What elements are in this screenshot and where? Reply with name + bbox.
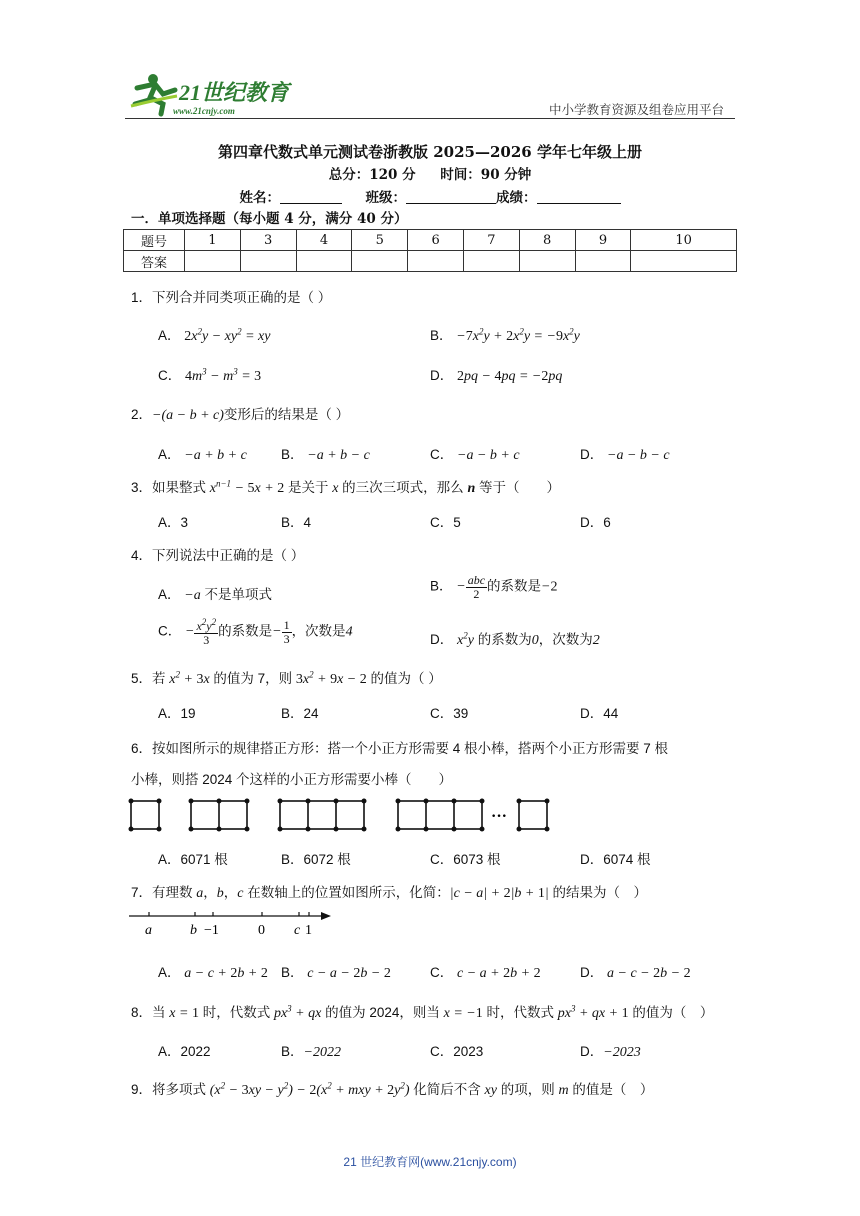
point-label-c: c [294,923,301,938]
q2-option-b[interactable]: B． −a + b − c [281,447,370,463]
question-6-line1: 6．按如图所示的规律搭正方形：搭一个小正方形需要 4 根小棒，搭两个小正方形需要 7 根 [131,741,669,756]
q8-option-b[interactable]: B．−2022 [281,1044,341,1060]
q8-option-a[interactable]: A．2022 [158,1044,211,1059]
answer-cell[interactable] [296,251,352,272]
question-6-line2: 小棒，则搭 2024 个这样的小正方形需要小棒（ ） [131,772,453,787]
q5-option-c[interactable]: C．39 [430,706,469,721]
page-footer: 21 世纪教育网(www.21cnjy.com) [343,1155,517,1169]
logo-url: www.21cnjy.com [173,106,235,116]
q1-option-d[interactable]: D． 2pq − 4pq = −2pq [430,368,563,384]
question-number: 5 [352,230,408,251]
q6-option-d[interactable]: D．6074 根 [580,852,651,867]
question-number: 1 [185,230,241,251]
tick-label-1: 1 [305,923,312,938]
point-label-b: b [190,923,197,938]
q8-option-c[interactable]: C．2023 [430,1044,484,1059]
answer-cell[interactable] [631,251,737,272]
question-7-stem: 7．有理数 a，b，c 在数轴上的位置如图所示，化简：|c − a| + 2|b + 1| 的结果为（ ） [131,885,647,901]
answer-cell[interactable] [575,251,631,272]
answer-table-header-row [124,230,737,251]
q3-option-a[interactable]: A．3 [158,515,189,530]
question-number: 4 [296,230,352,251]
score-field[interactable] [537,190,621,204]
q1-option-a[interactable]: A． $2x^2y - xy^2$ = xy [158,326,271,344]
q5-option-b[interactable]: B．24 [281,706,319,721]
q7-option-d[interactable]: D． a − c − 2b − 2 [580,965,691,981]
table-header-label: 题号 [124,230,185,251]
number-line [125,908,340,938]
class-label: 班级： [365,190,406,206]
question-number: 3 [240,230,296,251]
ellipsis-mark: ··· [491,808,508,825]
q5-option-d[interactable]: D．44 [580,706,619,721]
q7-option-a[interactable]: A． a − c + 2b + 2 [158,965,268,981]
square-pattern-n [398,801,482,829]
q6-option-a[interactable]: A．6071 根 [158,852,228,867]
question-number: 8 [519,230,575,251]
q2-option-a[interactable]: A． −a + b + c [158,447,247,463]
platform-text: 中小学教育资源及组卷应用平台 [548,103,724,117]
runner-icon [131,74,177,114]
answer-cell[interactable] [408,251,464,272]
q6-option-c[interactable]: C．6073 根 [430,852,501,867]
arrow-icon [321,912,331,920]
header-divider [125,118,735,119]
q7-option-c[interactable]: C． c − a + 2b + 2 [430,965,541,981]
q3-option-c[interactable]: C．5 [430,515,461,530]
answer-cell[interactable] [240,251,296,272]
q3-option-b[interactable]: B．4 [281,515,312,530]
square-pattern-3 [280,801,364,829]
answer-label: 答案 [124,251,185,272]
exam-title: 第四章代数式单元测试卷浙教版 2025—2026 学年七年级上册 [218,143,642,161]
tick-label-neg1: −1 [204,923,219,938]
q2-option-d[interactable]: D． −a − b − c [580,447,670,463]
question-8-stem: 8．当 x = 1 时，代数式 $px^3$ + qx 的值为 2024，则当 x = −1 时，代数式 $px^3$ + qx + 1 的值为（ ） [131,1003,714,1021]
answer-cell[interactable] [463,251,519,272]
question-number: 7 [463,230,519,251]
question-number: 9 [575,230,631,251]
question-number: 6 [408,230,464,251]
name-field[interactable] [280,190,342,204]
score-label: 成绩： [496,190,537,206]
answer-cell[interactable] [352,251,408,272]
q4-option-b[interactable]: B． − $\frac{\text{abc}}{2}$ 的系数是−2 [430,573,558,601]
q8-option-d[interactable]: D．−2023 [580,1044,641,1060]
question-5-stem: 5．若 $x^2 + 3x$ 的值为 7，则 $3x^2 + 9x - 2$ 的值为（ ） [131,669,442,687]
q1-option-c[interactable]: C． $4m^3 - m^3 = 3$ [158,366,262,384]
class-field[interactable] [406,190,496,204]
q6-option-b[interactable]: B．6072 根 [281,852,351,867]
total-score: 总分：120 分 [328,167,416,183]
question-4-stem: 4．下列说法中正确的是（ ） [131,548,305,563]
q4-option-d[interactable]: D． $x^2y$ 的系数为0，次数为2 [430,630,600,648]
student-info [0,186,860,206]
q1-option-b[interactable]: B． $-7x^2y + 2x^2y = -9x^2y$ [430,326,580,344]
question-9-stem: 9．将多项式 $(x^2 - 3xy - y^2) - 2(x^2$ + mxy + $2y^2$) 化简后不含 xy 的项，则 m 的值是（ ） [131,1080,654,1098]
q7-option-b[interactable]: B． c − a − 2b − 2 [281,965,391,981]
question-number: 10 [631,230,737,251]
question-1-stem: 1．下列合并同类项正确的是（ ） [131,290,332,305]
q5-option-a[interactable]: A．19 [158,706,196,721]
section-heading: 一．单项选择题（每小题 4 分，满分 40 分） [131,211,408,227]
q4-option-a[interactable]: A． −a 不是单项式 [158,587,272,603]
site-logo [125,70,295,122]
exam-meta [0,163,860,183]
q4-option-c[interactable]: C． − $\frac{x^2y^2}{3}$ 的系数是− $\frac{1}{3}$ ，次数是4 [158,617,353,647]
answer-table-answer-row [124,251,737,272]
question-3-stem: 3．如果整式 $x^{n-1} - 5x + 2$ 是关于 x 的三次三项式，那么 n 等于（ ） [131,478,560,496]
q3-option-d[interactable]: D．6 [580,515,611,530]
answer-table [123,229,737,272]
logo-text: 21世纪教育 [179,80,290,105]
q2-option-c[interactable]: C． −a − b + c [430,447,520,463]
answer-cell[interactable] [185,251,241,272]
question-2-stem: 2．−(a − b + c)变形后的结果是（ ） [131,407,350,423]
tick-label-0: 0 [258,923,265,938]
point-label-a: a [145,923,152,938]
name-label: 姓名： [239,190,280,206]
answer-cell[interactable] [519,251,575,272]
matchstick-squares-figure [125,795,555,835]
square-pattern-1 [131,801,159,829]
exam-time: 时间：90 分钟 [440,167,532,183]
